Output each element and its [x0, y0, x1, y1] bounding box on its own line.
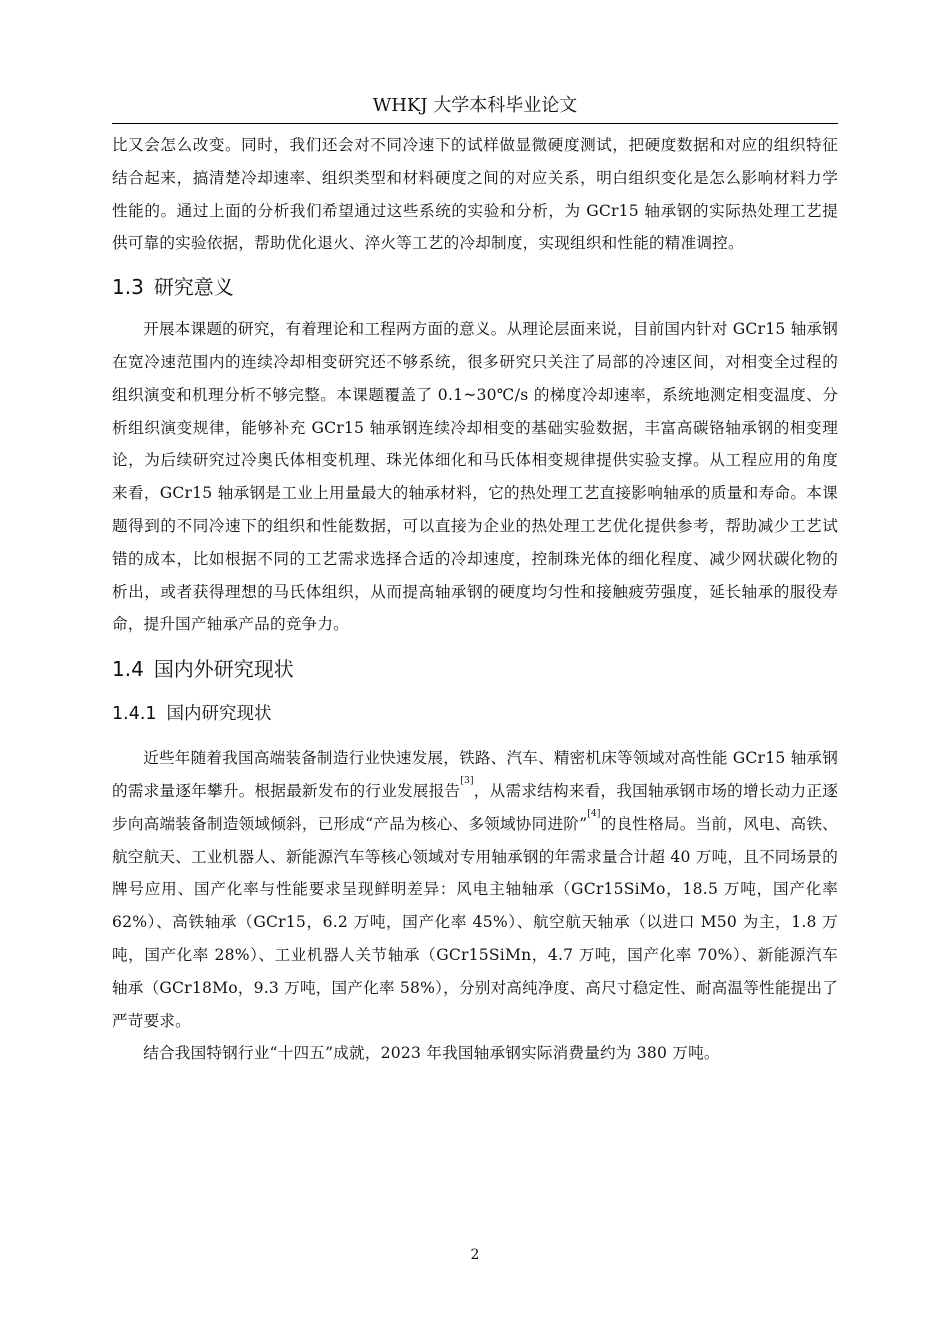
- page-body: [112, 129, 838, 1070]
- continuation-paragraph: 比又会怎么改变。同时，我们还会对不同冷速下的试样做显微硬度测试，把硬度数据和对应的组织特征结合起来，搞清楚冷却速率、组织类型和材料硬度之间的对应关系，明白组织变化是怎么影响材料力学性能的。通过上面的分析我们希望通过这些系统的实验和分析，为 GCr15 轴承钢的实际热处理工艺提供可靠的实验依据，帮助优化退火、淬火等工艺的冷却制度，实现组织和性能的精准调控。: [112, 136, 838, 253]
- paragraph-text: ，从需求结构来看，我国轴承钢市场的增长动力正逐步向高端装备制造领域倾斜，已形成“产品为核心、多领域协同进阶”: [112, 781, 838, 833]
- section-heading-1-4: [112, 655, 838, 683]
- section-title: 研究意义: [153, 275, 234, 300]
- subsection-title: 国内研究现状: [166, 704, 272, 725]
- citation-3[interactable]: [3]: [460, 775, 474, 786]
- subsection-number: 1.4.1: [112, 704, 157, 725]
- page-header: [112, 92, 838, 124]
- paragraph-text: 近些年随着我国高端装备制造行业快速发展，铁路、汽车、精密机床等领域对高性能 GCr15 轴承钢的需求量逐年攀升。根据最新发布的行业发展报告: [112, 749, 838, 800]
- section-heading-1-3: [112, 273, 838, 301]
- section-title: 国内外研究现状: [153, 657, 294, 682]
- header-divider: [112, 123, 838, 124]
- domestic-status-paragraph: [112, 742, 838, 1037]
- header-title: WHKJ 大学本科毕业论文: [372, 95, 578, 116]
- page-number: 2: [470, 1247, 480, 1263]
- consumption-paragraph: 结合我国特钢行业“十四五”成就，2023 年我国轴承钢实际消费量约为 380 万吨。: [143, 1044, 720, 1063]
- section-number: 1.4: [112, 657, 144, 682]
- research-significance-paragraph: 开展本课题的研究，有着理论和工程两方面的意义。从理论层面来说，目前国内针对 GCr15 轴承钢在宽冷速范围内的连续冷却相变研究还不够系统，很多研究只关注了局部的冷速区间，对相变全过程的组织演变和机理分析不够完整。本课题覆盖了 0.1~30℃/s 的梯度冷却速率，系统地测定相变温度、分析组织演变规律，能够补充 GCr15 轴承钢连续冷却相变的基础实验数据，丰富高碳铬轴承钢的相变理论，为后续研究过冷奥氏体相变机理、珠光体细化和马氏体相变规律提供实验支撑。从工程应用的角度来看，GCr15 轴承钢是工业上用量最大的轴承材料，它的热处理工艺直接影响轴承的质量和寿命。本课题得到的不同冷速下的组织和性能数据，可以直接为企业的热处理工艺优化提供参考，帮助减少工艺试错的成本，比如根据不同的工艺需求选择合适的冷却速度，控制珠光体的细化程度、减少网状碳化物的析出，或者获得理想的马氏体组织，从而提高轴承钢的硬度均匀性和接触疲劳强度，延长轴承的服役寿命，提升国产轴承产品的竞争力。: [112, 320, 838, 634]
- paragraph-text: 的良性格局。当前，风电、高铁、航空航天、工业机器人、新能源汽车等核心领域对专用轴承钢的年需求量合计超 40 万吨，且不同场景的牌号应用、国产化率与性能要求呈现鲜明差异：风电主轴轴承（GCr15SiMo，18.5 万吨，国产化率 62%）、高铁轴承（GCr15，6.2 万吨，国产化率 45%）、航空航天轴承（以进口 M50 为主，1.8 万吨，国产化率 28%）、工业机器人关节轴承（GCr15SiMn，4.7 万吨，国产化率 70%）、新能源汽车轴承（GCr18Mo，9.3 万吨，国产化率 58%），分别对高纯净度、高尺寸稳定性、耐高温等性能提出了严苛要求。: [112, 814, 838, 1030]
- section-number: 1.3: [112, 275, 144, 300]
- subsection-heading-1-4-1: [112, 701, 838, 727]
- citation-4[interactable]: [4]: [587, 808, 601, 819]
